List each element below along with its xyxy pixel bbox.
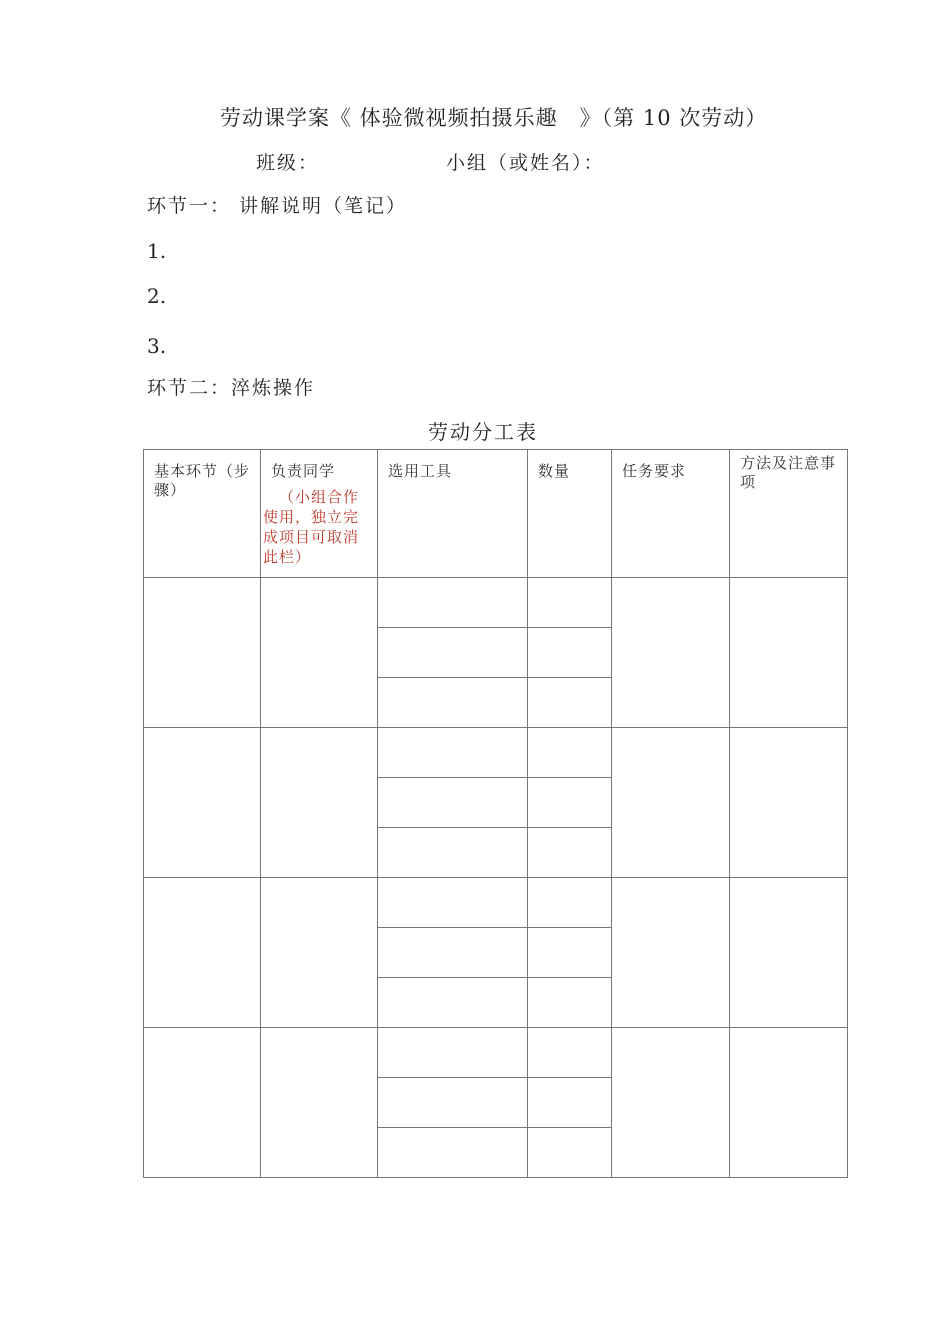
tool-cell[interactable] [378, 1078, 528, 1128]
quantity-cell[interactable] [528, 878, 612, 928]
quantity-cell[interactable] [528, 1128, 612, 1178]
header-cell [378, 450, 528, 578]
method-cell[interactable] [730, 878, 848, 1028]
requirement-cell[interactable] [612, 578, 730, 728]
tool-cell[interactable] [378, 578, 528, 628]
header-quantity: 数量 [538, 462, 571, 480]
header-methods: 方法及注意事项 [740, 454, 837, 491]
header-steps: 基本环节（步骤） [154, 462, 251, 499]
responsible-note: （小组合作使用，独立完成项目可取消此栏） [263, 488, 360, 566]
responsible-cell[interactable] [261, 878, 378, 1028]
quantity-cell[interactable] [528, 678, 612, 728]
class-label: 班级： [256, 152, 320, 174]
quantity-cell[interactable] [528, 778, 612, 828]
step-cell[interactable] [144, 878, 261, 1028]
tool-cell[interactable] [378, 878, 528, 928]
quantity-cell[interactable] [528, 628, 612, 678]
requirement-cell[interactable] [612, 878, 730, 1028]
method-cell[interactable] [730, 728, 848, 878]
tool-cell[interactable] [378, 928, 528, 978]
table-row [144, 728, 848, 778]
requirement-cell[interactable] [612, 1028, 730, 1178]
table-title: 劳动分工表 [428, 420, 538, 444]
work-division-table [143, 449, 848, 1178]
responsible-cell[interactable] [261, 1028, 378, 1178]
quantity-cell[interactable] [528, 928, 612, 978]
tool-cell[interactable] [378, 778, 528, 828]
header-cell [730, 450, 848, 578]
note-item-2: 2. [147, 284, 167, 308]
tool-cell[interactable] [378, 828, 528, 878]
step-cell[interactable] [144, 578, 261, 728]
tool-cell[interactable] [378, 978, 528, 1028]
responsible-cell[interactable] [261, 578, 378, 728]
header-tools: 选用工具 [388, 462, 453, 480]
header-cell [528, 450, 612, 578]
header-cell [144, 450, 261, 578]
quantity-cell[interactable] [528, 1028, 612, 1078]
quantity-cell[interactable] [528, 978, 612, 1028]
tool-cell[interactable] [378, 678, 528, 728]
step-cell[interactable] [144, 728, 261, 878]
section-one-heading: 环节一： 讲解说明（笔记） [147, 195, 408, 217]
quantity-cell[interactable] [528, 728, 612, 778]
tool-cell[interactable] [378, 1028, 528, 1078]
requirement-cell[interactable] [612, 728, 730, 878]
note-item-3: 3. [147, 334, 167, 358]
method-cell[interactable] [730, 578, 848, 728]
group-label: 小组（或姓名）： [446, 152, 605, 174]
tool-cell[interactable] [378, 628, 528, 678]
quantity-cell[interactable] [528, 1078, 612, 1128]
section-two-heading: 环节二：淬炼操作 [147, 377, 316, 399]
header-requirements: 任务要求 [622, 462, 687, 480]
table-row [144, 878, 848, 928]
page-title: 劳动课学案《 体验微视频拍摄乐趣 》（第 10 次劳动） [220, 106, 768, 130]
header-cell [261, 450, 378, 578]
table-row [144, 578, 848, 628]
note-item-1: 1. [147, 239, 167, 263]
method-cell[interactable] [730, 1028, 848, 1178]
table-row [144, 1028, 848, 1078]
quantity-cell[interactable] [528, 828, 612, 878]
table-header-row [144, 450, 848, 578]
responsible-cell[interactable] [261, 728, 378, 878]
header-cell [612, 450, 730, 578]
tool-cell[interactable] [378, 728, 528, 778]
quantity-cell[interactable] [528, 578, 612, 628]
header-responsible: 负责同学 [271, 462, 336, 480]
step-cell[interactable] [144, 1028, 261, 1178]
tool-cell[interactable] [378, 1128, 528, 1178]
